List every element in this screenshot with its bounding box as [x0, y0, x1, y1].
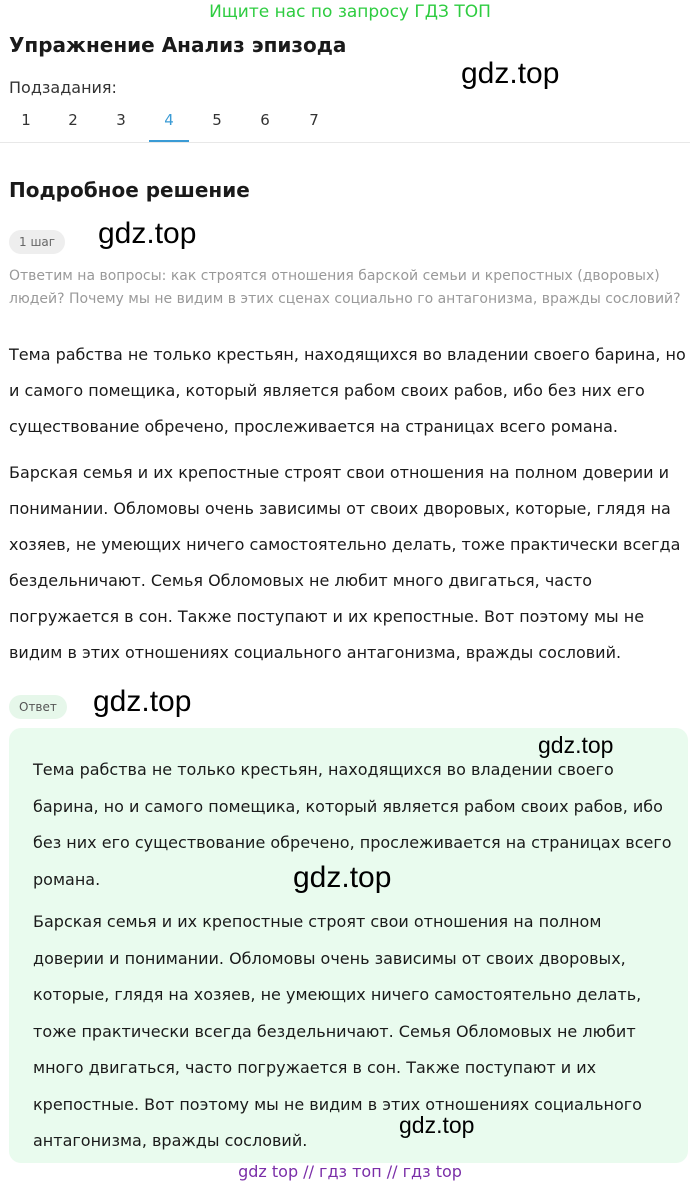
watermark: gdz.top — [538, 732, 614, 758]
watermark: gdz.top — [98, 217, 197, 250]
solution-paragraph-2: Барская семья и их крепостные строят свои отношения на полном доверии и понимании. Обломовы очень зависимы от своих дворовых, которые, глядя на хозяев, не умеющих ничего самостоятельно делать, тоже практически всегда бездельничают. Семья Обломовых не любит много двигаться, часто погружается в сон. Также поступают и их крепостные. Вот поэтому мы не видим в этих отношениях социального антагонизма, вражды сословий. — [9, 463, 681, 662]
tab-subtask-6[interactable]: 6 — [260, 111, 270, 129]
watermark: gdz.top — [93, 685, 192, 718]
answer-badge: Ответ — [9, 695, 67, 719]
top-banner[interactable]: Ищите нас по запросу ГДЗ ТОП — [209, 2, 491, 22]
solution-title: Подробное решение — [9, 178, 250, 202]
question-text: Ответим на вопросы: как строятся отношения барской семьи и крепостных (дворовых) людей? Почему мы не видим в этих сценах социально го антагонизма, вражды сословий? — [9, 268, 681, 307]
watermark: gdz.top — [293, 861, 392, 894]
tab-subtask-7[interactable]: 7 — [309, 111, 319, 129]
subtasks-label: Подзадания: — [9, 78, 117, 97]
watermark: gdz.top — [461, 57, 560, 90]
exercise-title: Упражнение Анализ эпизода — [9, 33, 347, 57]
answer-box — [9, 728, 688, 1163]
solution-paragraph-1: Тема рабства не только крестьян, находящихся во владении своего барина, но и самого помещика, который является рабом своих рабов, ибо без них его существование обречено, прослеживается на страницах всего романа. — [9, 345, 686, 436]
answer-paragraph-1: Тема рабства не только крестьян, находящихся во владении своего барина, но и самого помещика, который является рабом своих рабов, ибо без них его существование обречено, прослеживается на страницах всего романа. — [33, 760, 672, 889]
answer-paragraph-2: Барская семья и их крепостные строят свои отношения на полном доверии и понимании. Обломовы очень зависимы от своих дворовых, которые, глядя на хозяев, не умеющих ничего самостоятельно делать, тоже практически всегда бездельничают. Семья Обломовых не любит много двигаться, часто погружается в сон. Также поступают и их крепостные. Вот поэтому мы не видим в этих отношениях социального антагонизма, вражды сословий. — [33, 912, 642, 1150]
tab-subtask-2[interactable]: 2 — [68, 111, 78, 129]
footer-links[interactable]: gdz top // гдз топ // гдз top — [238, 1162, 462, 1181]
tab-subtask-1[interactable]: 1 — [21, 111, 31, 129]
tab-subtask-5[interactable]: 5 — [212, 111, 222, 129]
tab-subtask-3[interactable]: 3 — [116, 111, 126, 129]
subtask-tabs — [0, 106, 690, 143]
step-badge: 1 шаг — [9, 230, 65, 254]
tab-subtask-4[interactable]: 4 — [149, 106, 189, 142]
watermark: gdz.top — [399, 1112, 475, 1138]
